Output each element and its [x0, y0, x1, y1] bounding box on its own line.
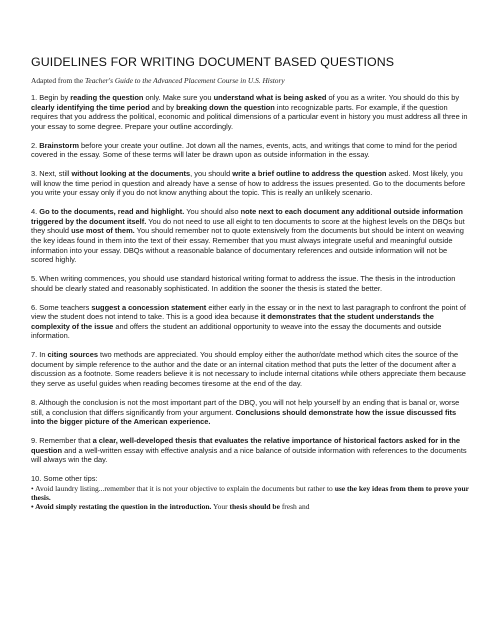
emphasized-text: write a brief outline to address the question — [232, 169, 387, 179]
emphasized-text: breaking down the question — [176, 102, 275, 112]
text-run: 4. — [31, 207, 40, 217]
emphasized-text: it demonstrates that the student understands the complexity of the issue — [31, 312, 434, 331]
text-run: and a well-written essay with effective analysis and a nice balance of outside information with references to the documents will always win the day. — [31, 445, 467, 465]
text-run: 7. In — [31, 350, 48, 360]
emphasized-text: thesis should be — [229, 502, 280, 512]
emphasized-text: use the key ideas from them to prove your thesis. — [31, 483, 469, 502]
emphasized-text: understand what is being asked — [213, 93, 327, 102]
emphasized-text: Conclusions should demonstrate how the issue discussed fits into the bigger picture of the American experience. — [31, 407, 457, 427]
guideline-paragraph — [31, 141, 471, 160]
emphasized-text: suggest a concession statement — [91, 302, 207, 312]
guideline-paragraph — [31, 398, 471, 427]
text-run: 5. When writing commences, you should use standard historical writing format to address the issue. The thesis in the introduction should be clearly stated and reasonably sophisticated. In addition the sooner the thesis is stated the better. — [31, 274, 456, 293]
source-note-prefix: Adapted from the — [31, 76, 85, 85]
text-run: 1. Begin by — [31, 93, 71, 102]
text-run: You should remember not to quote extensively from the documents but should be intent on weaving the key ideas found in them into the text of their essay. Remember that you must always integrate useful and meaningful outside information into your essay. DBQs without a reasonable balance of documentary references and outside information will not be scored highly. — [31, 226, 464, 265]
guideline-paragraph — [31, 93, 471, 131]
text-run: • Avoid laundry listing...remember that it is not your objective to explain the documents but rather to — [31, 483, 335, 493]
tips-heading: 10. Some other tips: — [31, 474, 98, 484]
source-note-book-title: Teacher's Guide to the Advanced Placement Course in U.S. History — [84, 76, 285, 85]
text-run: 8. Although the conclusion is not the most important part of the DBQ, you will not help yourself by an ending that is banal or, worse still, a conclusion that differs significantly from your argument. — [31, 397, 460, 417]
text-run: and offers the student an additional opportunity to weave into the essay the documents and outside information. — [31, 321, 442, 341]
guideline-paragraph — [31, 350, 471, 388]
emphasized-text: Go to the documents, read and highlight. — [39, 207, 185, 217]
guideline-paragraph — [31, 303, 471, 341]
guideline-paragraph — [31, 436, 471, 465]
guideline-paragraph — [31, 207, 471, 265]
text-run: 6. Some teachers — [31, 302, 92, 312]
text-run: fresh and — [279, 502, 310, 512]
tip-item — [31, 484, 471, 503]
emphasized-text: • Avoid simply restating the question in the introduction. — [31, 502, 212, 512]
text-run: only. Make sure you — [143, 93, 214, 102]
emphasized-text: note next to each document any additional outside information triggered by the document itself. — [31, 207, 463, 226]
emphasized-text: reading the question — [70, 93, 144, 102]
emphasized-text: citing sources — [47, 350, 98, 360]
text-run: 3. Next, still — [31, 169, 72, 179]
text-run: into recognizable parts. For example, if the question requires that you address the political, economic and political dimensions of a particular event in history you must address all three in your essay to some degree. Prepare your outline accordingly. — [31, 102, 468, 131]
text-run: before your create your outline. Jot down all the names, events, acts, and writings that come to mind for the period covered in the essay. Some of these terms will later be drawn upon as outside information in the essay. — [31, 140, 457, 160]
text-run: 2. — [31, 140, 40, 150]
text-run: You do not need to use all eight to ten documents to score at the highest levels on the DBQs but they should — [31, 216, 465, 236]
emphasized-text: Brainstorm — [39, 140, 79, 150]
source-note — [31, 76, 471, 85]
guideline-paragraph — [31, 274, 471, 293]
guideline-paragraph — [31, 169, 471, 198]
text-run: two methods are appreciated. You should employ either the author/date method which cites the source of the document by simple reference to the author and the date or an internal citation method that puts the letter of the document after a discussion as a footnote. Some readers believe it is not necessary to include internal citations while others appreciate them because they serve as useful guides when reading becomes tiresome at the end of the day. — [31, 350, 466, 389]
emphasized-text: use most of them. — [71, 226, 135, 236]
page-title: GUIDELINES FOR WRITING DOCUMENT BASED QUESTIONS — [31, 55, 395, 69]
emphasized-text: a clear, well-developed thesis that evaluates the relative importance of historical factors asked for in the question — [31, 436, 461, 455]
text-run: 9. Remember that — [31, 436, 93, 445]
text-run: asked. Most likely, you will know the time period in question and already have a sense of how to address the issues presented. Go to the documents before you write your essay only if you do not know anything about the topic. This is really an unlikely scenario. — [31, 169, 466, 198]
text-run: Your — [211, 502, 230, 512]
text-run: of you as a writer. You should do this by — [326, 93, 460, 102]
text-run: , you should — [190, 169, 233, 179]
emphasized-text: without looking at the documents — [71, 169, 191, 179]
tips-list — [31, 484, 471, 512]
text-run: You should also — [184, 207, 241, 217]
text-run: and by — [149, 102, 177, 112]
tip-item — [31, 502, 471, 511]
text-run: either early in the essay or in the next to last paragraph to confront the point of view the student does not intend to take. This is a good idea because — [31, 302, 466, 322]
guidelines-body — [31, 93, 471, 512]
guideline-list — [31, 93, 471, 465]
emphasized-text: clearly identifying the time period — [31, 102, 150, 112]
